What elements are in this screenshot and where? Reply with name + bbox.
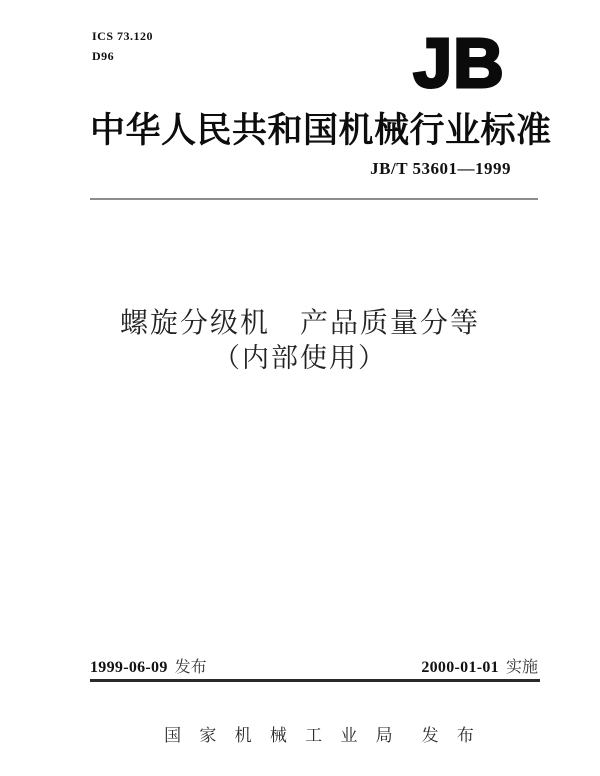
standard-number: JB/T 53601—1999	[370, 159, 511, 178]
subject-title: 螺旋分级机 产品质量分等	[119, 308, 480, 339]
standard-title: 中华人民共和国机械行业标准	[90, 111, 552, 150]
dates-row	[90, 658, 538, 678]
publisher-row	[0, 701, 600, 766]
issue-label: 发布	[174, 659, 207, 676]
issue-date-group	[90, 658, 207, 678]
issue-date: 1999-06-09	[90, 659, 168, 676]
jb-standard-logo: JB	[413, 24, 505, 102]
ics-code: ICS 73.120	[92, 29, 154, 43]
implementation-label: 实施	[505, 659, 538, 676]
implementation-date: 2000-01-01	[421, 659, 499, 676]
header-rule	[90, 198, 538, 200]
subject-subtitle: （内部使用）	[213, 343, 387, 373]
publisher-action: 发 布	[421, 726, 481, 745]
doc-class-code: D96	[92, 49, 115, 63]
footer-rule	[90, 679, 540, 682]
implementation-date-group	[421, 658, 538, 678]
classification-codes	[92, 26, 153, 66]
publisher-name: 国 家 机 械 工 业 局	[164, 726, 400, 745]
